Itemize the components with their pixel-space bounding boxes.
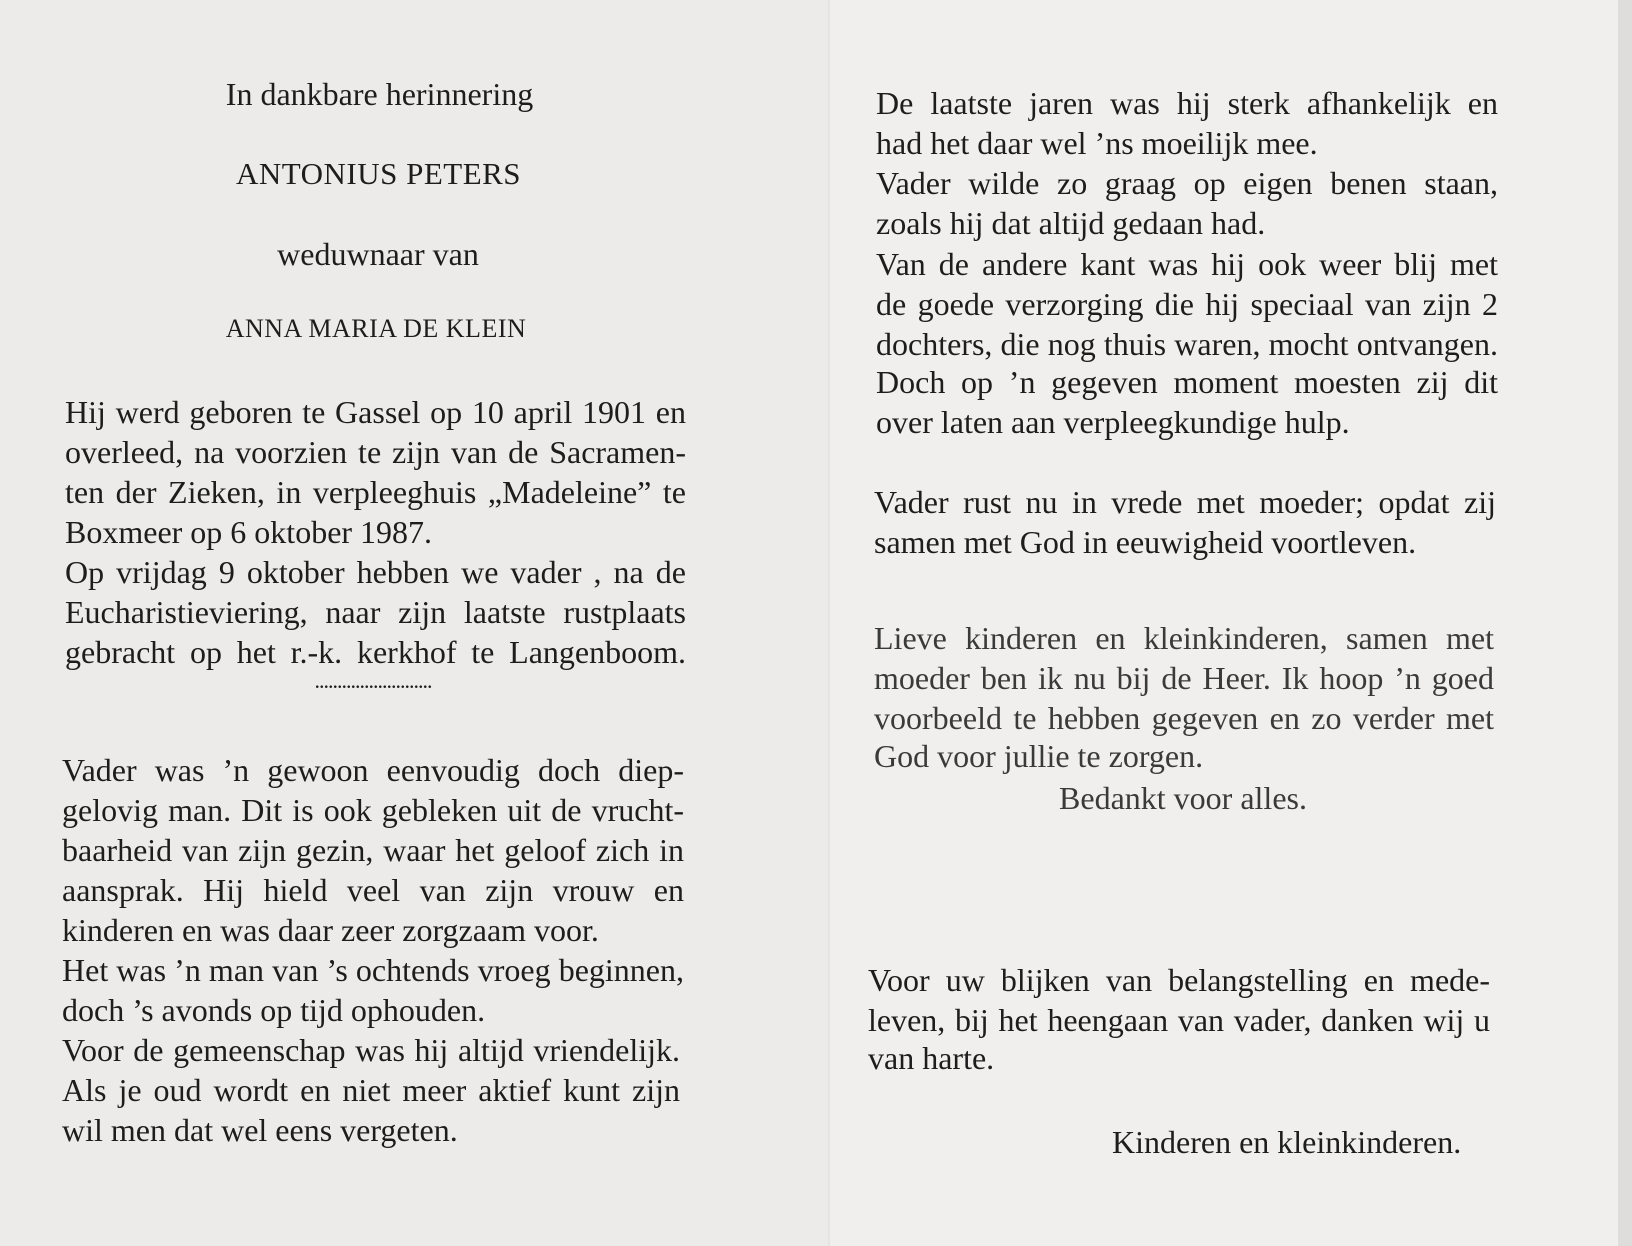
text-line: zoals hij dat altijd gedaan had. xyxy=(876,205,1266,241)
text-line: van harte. xyxy=(868,1040,995,1076)
text-line: Het was ’n man van ’s ochtends vroeg beginnen, xyxy=(62,952,684,988)
deceased-name: ANTONIUS PETERS xyxy=(235,156,522,191)
text-line: Lieve kinderen en kleinkinderen, samen met xyxy=(874,620,1494,656)
text-line: Van de andere kant was hij ook weer blij met xyxy=(876,246,1498,282)
text-line: wil men dat wel eens vergeten. xyxy=(62,1112,458,1148)
text-line: gelovig man. Dit is ook gebleken uit de vrucht- xyxy=(62,792,684,828)
text-line: Hij werd geboren te Gassel op 10 april 1901 en xyxy=(65,394,686,430)
text-line: Vader wilde zo graag op eigen benen staan, xyxy=(876,165,1498,201)
separator: .......................... xyxy=(314,668,432,693)
text-line: had het daar wel ’ns moeilijk mee. xyxy=(876,125,1318,161)
text-line: De laatste jaren was hij sterk afhankelijk en xyxy=(876,85,1498,121)
thanks-line: Bedankt voor alles. xyxy=(1059,780,1307,816)
card-edge xyxy=(1618,0,1632,1246)
text-line: moeder ben ik nu bij de Heer. Ik hoop ’n goed xyxy=(874,660,1494,696)
text-line: Boxmeer op 6 oktober 1987. xyxy=(65,514,433,550)
text-line: over laten aan verpleegkundige hulp. xyxy=(876,404,1350,440)
text-line: overleed, na voorzien te zijn van de Sacramen- xyxy=(65,434,686,470)
text-line: baarheid van zijn gezin, waar het geloof zich in xyxy=(62,832,684,868)
text-line: Doch op ’n gegeven moment moesten zij dit xyxy=(876,364,1498,400)
text-line: aansprak. Hij hield veel van zijn vrouw en xyxy=(62,872,684,908)
text-line: leven, bij het heengaan van vader, danken wij u xyxy=(868,1002,1490,1038)
text-line: samen met God in eeuwigheid voortleven. xyxy=(874,524,1417,560)
text-line: Vader was ’n gewoon eenvoudig doch diep- xyxy=(62,752,684,788)
text-line: ten der Zieken, in verpleeghuis „Madeleine” te xyxy=(65,474,686,510)
relation-text: weduwnaar van xyxy=(277,236,479,272)
text-line: Als je oud wordt en niet meer aktief kunt zijn xyxy=(62,1072,680,1108)
text-line: Voor uw blijken van belangstelling en mede- xyxy=(868,962,1490,998)
text-line: Eucharistieviering, naar zijn laatste rustplaats xyxy=(65,594,686,630)
heading: In dankbare herinnering xyxy=(225,76,534,112)
spouse-name: ANNA MARIA DE KLEIN xyxy=(225,314,527,343)
card-fold xyxy=(828,0,832,1246)
text-line: Vader rust nu in vrede met moeder; opdat zij xyxy=(874,484,1496,520)
text-line: Op vrijdag 9 oktober hebben we vader , na de xyxy=(65,554,686,590)
text-line: kinderen en was daar zeer zorgzaam voor. xyxy=(62,912,599,948)
text-line: gebracht op het r.-k. kerkhof te Langenboom. xyxy=(65,634,686,670)
text-line: God voor jullie te zorgen. xyxy=(874,738,1204,774)
text-line: de goede verzorging die hij speciaal van zijn 2 xyxy=(876,286,1498,322)
text-line: voorbeeld te hebben gegeven en zo verder met xyxy=(874,700,1494,736)
text-line: doch ’s avonds op tijd ophouden. xyxy=(62,992,486,1028)
text-line: dochters, die nog thuis waren, mocht ontvangen. xyxy=(876,326,1498,362)
signature: Kinderen en kleinkinderen. xyxy=(1112,1124,1462,1160)
text-line: Voor de gemeenschap was hij altijd vriendelijk. xyxy=(62,1032,680,1068)
